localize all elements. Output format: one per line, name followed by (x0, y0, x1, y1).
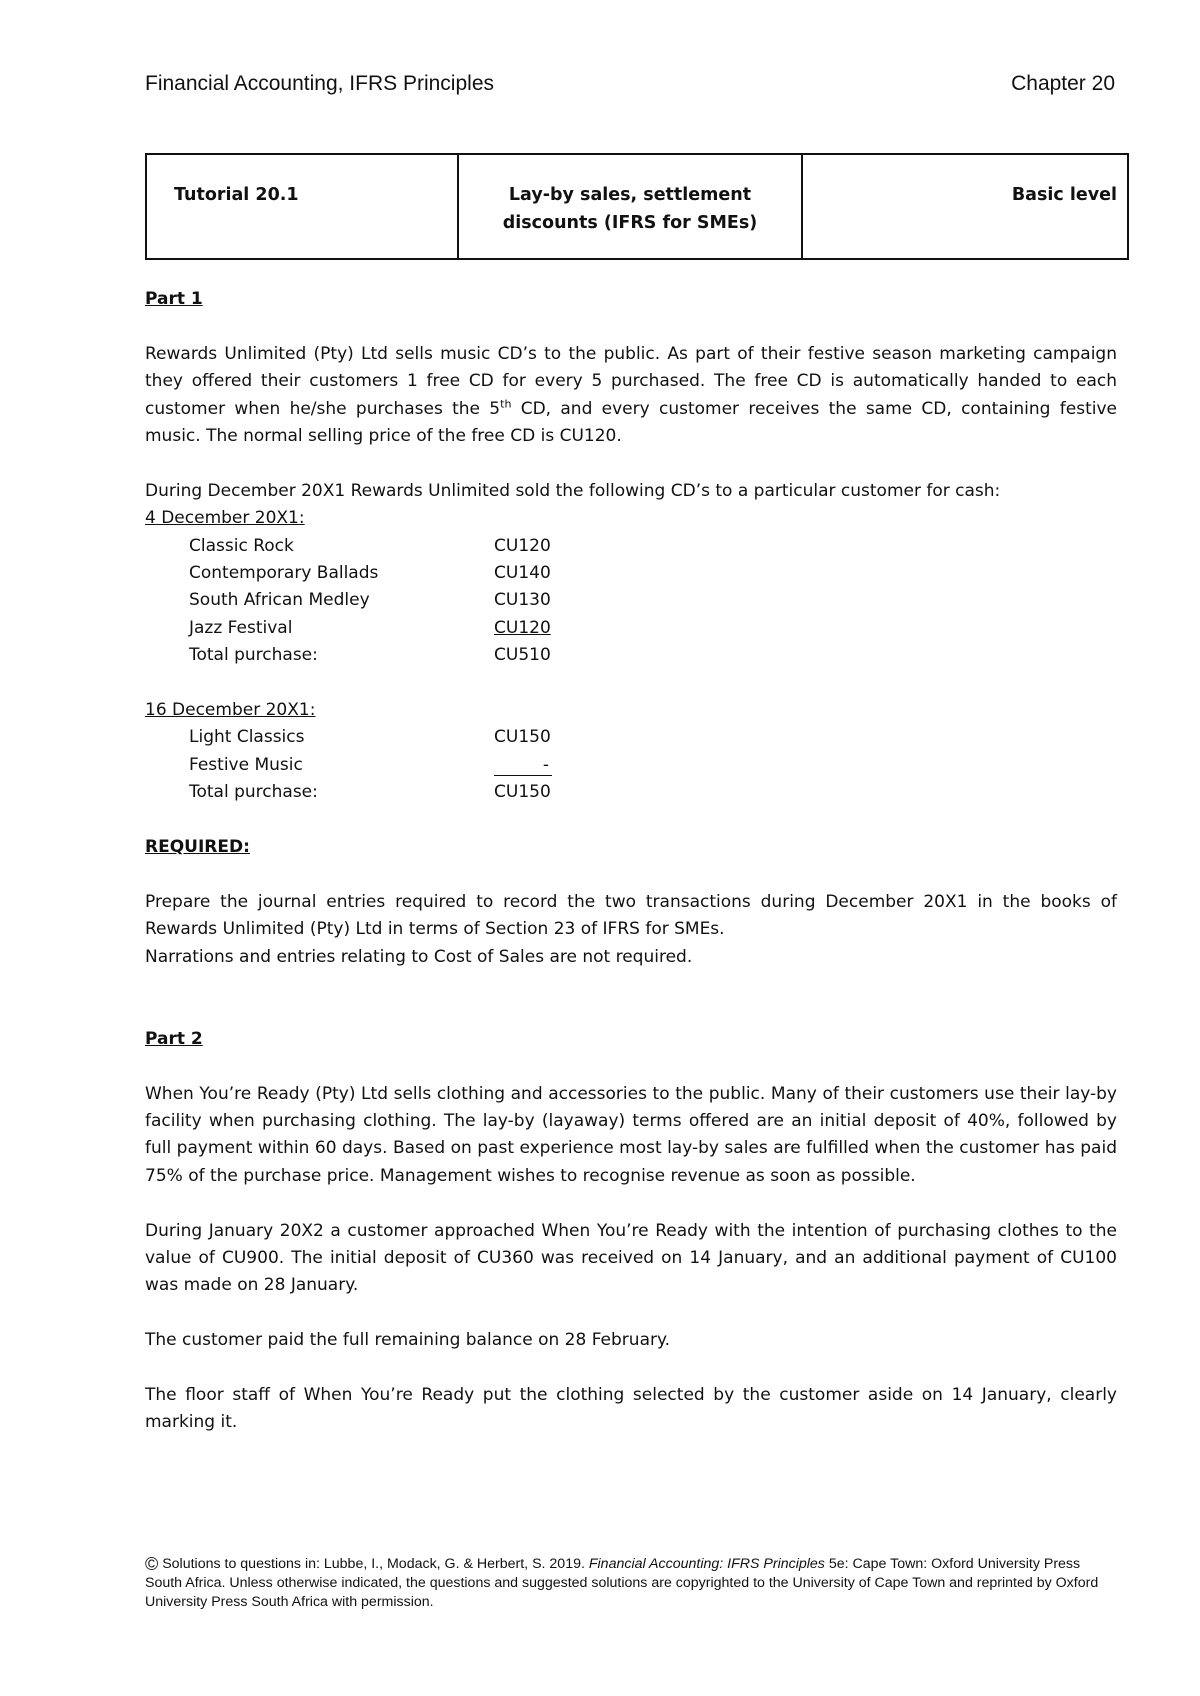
document-body (145, 286, 1117, 1437)
total-amount: CU510 (494, 645, 551, 666)
tutorial-topic-line2: discounts (IFRS for SMEs) (502, 213, 758, 233)
total-label: Total purchase: (189, 645, 318, 666)
item-amount: CU140 (494, 563, 551, 584)
item-amount: CU120 (494, 617, 551, 638)
part2-paragraph-2: During January 20X2 a customer approached When You’re Ready with the intention of purchasing clothes to the value of CU900. The initial deposit of CU360 was received on 14 January, and an additional payment of CU100 was made on 28 January. (145, 1220, 1117, 1296)
purchase1-date: 4 December 20X1: (145, 508, 305, 529)
footer-text-b: 5e: Cape Town: Oxford University Press South Africa. Unless otherwise indicated, the questions and suggested solutions are copyrighted to the University of Cape Town and reprinted by Oxford University Press South Africa with permission. (145, 1556, 1099, 1610)
purchase-row (145, 560, 1117, 587)
part1-paragraph-text-a: Rewards Unlimited (Pty) Ltd sells music CD’s to the public. As part of their festive season marketing campaign they offered their customers 1 free CD for every 5 purchased. The free CD is automatically handed to each customer when he/she purchases the 5 (145, 343, 1117, 419)
purchase-row (145, 587, 1117, 614)
purchase-total-row (145, 779, 1117, 806)
purchase-row (145, 615, 1117, 642)
item-name: Classic Rock (189, 535, 294, 556)
total-amount: CU150 (494, 782, 551, 803)
footer-book-title: Financial Accounting: IFRS Principles (588, 1556, 825, 1572)
required-heading: REQUIRED: (145, 836, 250, 857)
tutorial-info-box (145, 153, 1129, 260)
page-header (145, 72, 1115, 102)
purchase-row (145, 724, 1117, 751)
purchase2-date: 16 December 20X1: (145, 699, 316, 720)
item-amount: CU120 (494, 535, 551, 556)
tutorial-level: Basic level (1011, 185, 1117, 205)
item-amount: CU130 (494, 590, 551, 611)
part1-paragraph-text-b: CD, and every customer receives the same CD, containing festive music. The normal selling price of the free CD is CU120. (145, 398, 1117, 447)
item-name: Jazz Festival (189, 617, 293, 638)
item-amount: - (494, 755, 552, 776)
part1-intro: During December 20X1 Rewards Unlimited sold the following CD’s to a particular customer for cash: (145, 480, 1001, 501)
purchase-row (145, 752, 1117, 779)
part1-heading: Part 1 (145, 289, 203, 309)
part2-paragraph-1: When You’re Ready (Pty) Ltd sells clothing and accessories to the public. Many of their customers use their lay-by facility when purchasing clothing. The lay-by (layaway) terms offered are an initial deposit of 40%, followed by full payment within 60 days. Based on past experience most lay-by sales are fulfilled when the customer has paid 75% of the purchase price. Management wishes to recognise revenue as soon as possible. (145, 1083, 1117, 1186)
purchase-total-row (145, 642, 1117, 669)
required-note: Narrations and entries relating to Cost of Sales are not required. (145, 946, 693, 967)
item-name: Contemporary Ballads (189, 563, 379, 584)
item-amount: CU150 (494, 727, 551, 748)
required-text: Prepare the journal entries required to record the two transactions during December 20X1 in the books of Rewards Unlimited (Pty) Ltd in terms of Section 23 of IFRS for SMEs. (145, 891, 1117, 940)
chapter-label: Chapter 20 (1011, 72, 1115, 95)
copyright-symbol: © (145, 1554, 159, 1574)
tutorial-topic-cell (458, 154, 802, 259)
tutorial-number-cell (146, 154, 458, 259)
superscript-th: th (500, 396, 512, 410)
part1-paragraph (145, 341, 1117, 451)
item-name: South African Medley (189, 590, 370, 611)
page-footer (145, 1555, 1115, 1612)
purchase-row (145, 533, 1117, 560)
book-title: Financial Accounting, IFRS Principles (145, 72, 494, 95)
part2-heading: Part 2 (145, 1028, 203, 1049)
total-label: Total purchase: (189, 782, 318, 803)
item-name: Festive Music (189, 754, 303, 775)
part2-paragraph-4: The floor staff of When You’re Ready put the clothing selected by the customer aside on 14 January, clearly marking it. (145, 1384, 1117, 1433)
item-name: Light Classics (189, 727, 305, 748)
footer-text-a: Solutions to questions in: Lubbe, I., Modack, G. & Herbert, S. 2019. (158, 1556, 589, 1572)
tutorial-topic-line1: Lay-by sales, settlement (508, 185, 752, 205)
tutorial-level-cell (802, 154, 1128, 259)
tutorial-number: Tutorial 20.1 (174, 185, 299, 205)
part2-paragraph-3: The customer paid the full remaining balance on 28 February. (145, 1330, 671, 1351)
